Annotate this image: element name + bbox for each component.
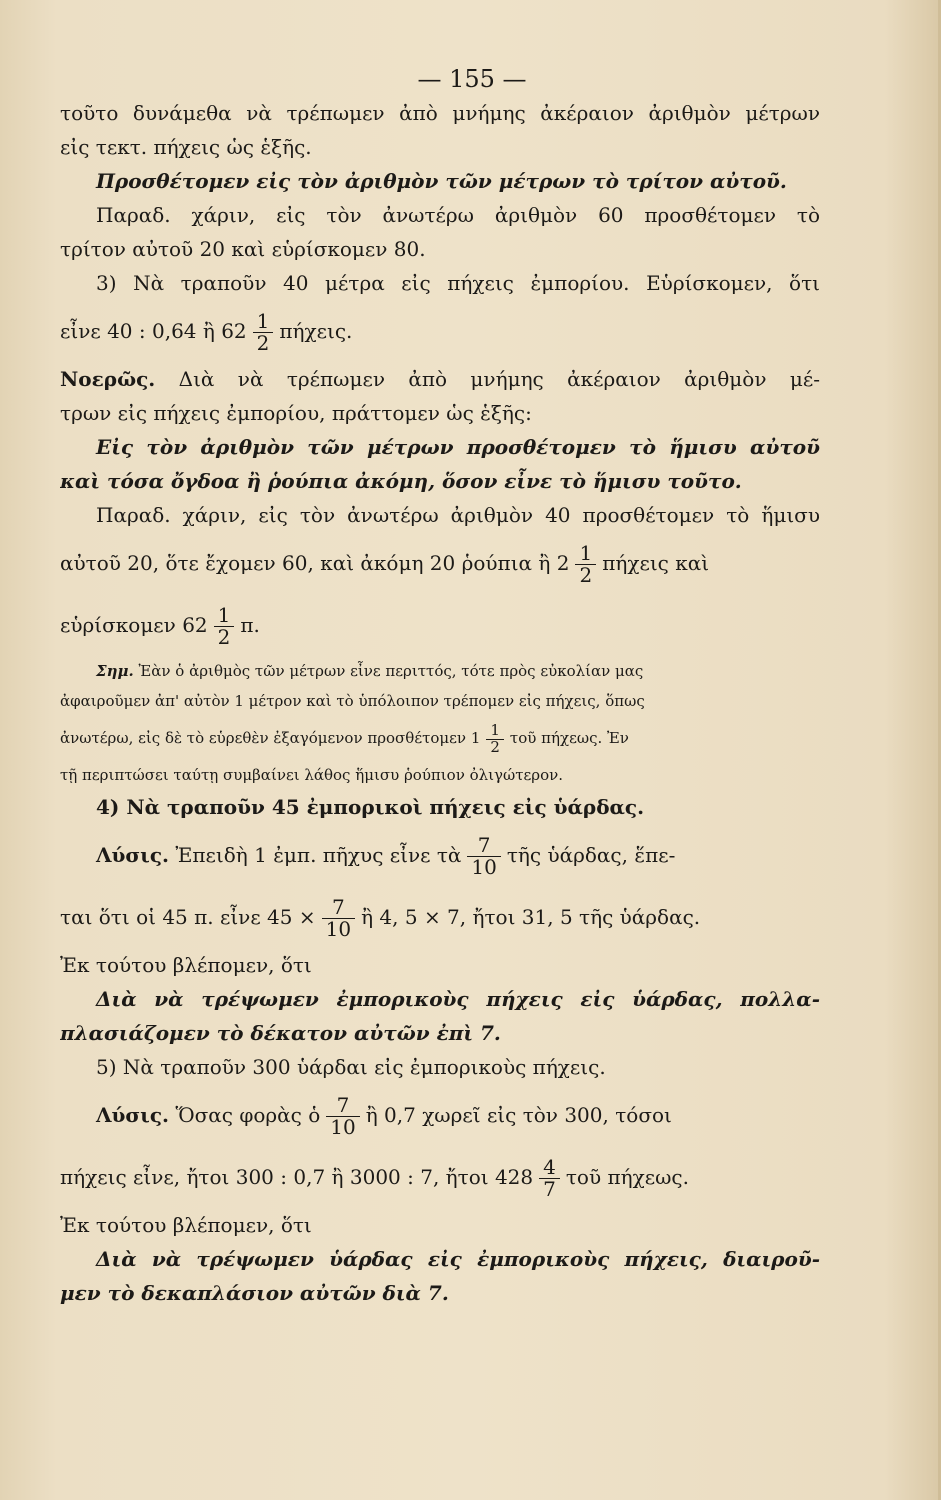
fraction-denominator: 2 <box>490 737 500 756</box>
text-span: πήχεις καὶ <box>602 551 710 575</box>
solution-line <box>60 1084 820 1146</box>
note-line: ἀφαιροῦμεν ἀπ' αὐτὸν 1 μέτρον καὶ τὸ ὑπόλοιπον τρέπομεν εἰς πήχεις, ὅπως <box>60 692 645 710</box>
fraction <box>486 720 504 756</box>
rule-line: πλασιάζομεν τὸ δέκατον αὐτῶν ἐπὶ 7. <box>60 1021 501 1045</box>
fraction <box>214 605 235 648</box>
fraction-numerator: 1 <box>575 543 596 565</box>
text-line <box>60 362 820 396</box>
text-line-fraction <box>60 886 820 948</box>
exercise-3: 3) Νὰ τραποῦν 40 μέτρα εἰς πήχεις ἐμπορίου. Εὑρίσκομεν, ὅτι <box>96 271 820 295</box>
fraction-denominator: 10 <box>330 1115 356 1139</box>
rule-line: Διὰ νὰ τρέψωμεν ὑάρδας εἰς ἐμπορικοὺς πήχεις, διαιροῦ- <box>96 1247 820 1271</box>
page-content <box>60 62 820 1310</box>
text-line: Ἐκ τούτου βλέπομεν, ὅτι <box>60 1213 312 1237</box>
fraction-numerator: 7 <box>326 1095 359 1117</box>
section-heading: Νοερῶς. <box>60 367 156 391</box>
text-line-fraction <box>60 300 820 362</box>
fraction <box>575 543 596 586</box>
fraction-denominator: 2 <box>579 563 593 587</box>
text-span: π. <box>240 613 260 637</box>
rule-line: Εἰς τὸν ἀριθμὸν τῶν μέτρων προσθέτομεν τὸ ἥμισυ αὐτοῦ <box>96 435 820 459</box>
text-span: ἢ 0,7 χωρεῖ εἰς τὸν 300, τόσοι <box>365 1103 672 1127</box>
text-span: τοῦ πήχεως. Ἐν <box>509 729 629 747</box>
text-span: τῆς ὑάρδας, ἕπε- <box>506 843 676 867</box>
text-span: Ἐὰν ὁ ἀριθμὸς τῶν μέτρων εἶνε περιττός, τότε πρὸς εὐκολίαν μας <box>138 662 644 680</box>
fraction-denominator: 2 <box>256 331 270 355</box>
text-span: τοῦ πήχεως. <box>565 1165 689 1189</box>
text-span: πήχεις εἶνε, ἤτοι 300 : 0,7 ἢ 3000 : 7, ἤτοι 428 <box>60 1165 534 1189</box>
text-line: Παραδ. χάριν, εἰς τὸν ἀνωτέρω ἀριθμὸν 60 προσθέτομεν τὸ <box>96 203 820 227</box>
text-line-fraction <box>60 1146 820 1208</box>
solution-heading: Λύσις. <box>96 1103 169 1127</box>
fraction <box>253 311 274 354</box>
rule-line: μεν τὸ δεκαπλάσιον αὐτῶν διὰ 7. <box>60 1281 449 1305</box>
text-span: πήχεις. <box>279 319 353 343</box>
fraction <box>326 1095 359 1138</box>
rule-line: Διὰ νὰ τρέψωμεν ἐμπορικοὺς πήχεις εἰς ὑάρδας, πολλα- <box>96 987 820 1011</box>
exercise-5: 5) Νὰ τραποῦν 300 ὑάρδαι εἰς ἐμπορικοὺς πήχεις. <box>96 1055 606 1079</box>
fraction-denominator: 10 <box>325 917 352 941</box>
note-line-fraction <box>60 716 820 760</box>
page-number: — 155 — <box>417 65 527 93</box>
text-span: ἢ 4, 5 × 7, ἤτοι 31, 5 τῆς ὑάρδας. <box>361 905 701 929</box>
exercise-4: 4) Νὰ τραποῦν 45 ἐμπορικοὶ πήχεις εἰς ὑάρδας. <box>96 795 645 819</box>
fraction-denominator: 10 <box>471 855 497 879</box>
text-span: Διὰ νὰ τρέπωμεν ἀπὸ μνήμης ἀκέραιον ἀριθμὸν μέ- <box>178 367 820 391</box>
text-line-fraction <box>60 532 820 594</box>
note-heading: Σημ. <box>96 662 134 680</box>
text-span: Ἐπειδὴ 1 ἐμπ. πῆχυς εἶνε τὰ <box>175 843 462 867</box>
fraction-numerator: 1 <box>253 311 274 333</box>
text-span: εἶνε 40 : 0,64 ἢ 62 <box>60 319 247 343</box>
text-line: τοῦτο δυνάμεθα νὰ τρέπωμεν ἀπὸ μνήμης ἀκέραιον ἀριθμὸν μέτρων <box>60 101 820 125</box>
fraction-numerator: 1 <box>486 723 504 740</box>
note-line <box>60 656 820 686</box>
text-span: ται ὅτι οἱ 45 π. εἶνε 45 × <box>60 905 316 929</box>
text-line: τρων εἰς πήχεις ἐμπορίου, πράττομεν ὡς ἑξῆς: <box>60 401 532 425</box>
text-span: ἀνωτέρω, εἰς δὲ τὸ εὑρεθὲν ἐξαγόμενον προσθέτομεν 1 <box>60 729 481 747</box>
fraction <box>322 897 355 940</box>
solution-heading: Λύσις. <box>96 843 169 867</box>
text-line: Παραδ. χάριν, εἰς τὸν ἀνωτέρω ἀριθμὸν 40 προσθέτομεν τὸ ἥμισυ <box>96 503 820 527</box>
fraction <box>539 1157 560 1200</box>
fraction-numerator: 7 <box>467 835 500 857</box>
rule-line: καὶ τόσα ὄγδοα ἢ ῥούπια ἀκόμη, ὅσον εἶνε τὸ ἥμισυ τοῦτο. <box>60 469 742 493</box>
text-line: τρίτον αὐτοῦ 20 καὶ εὑρίσκομεν 80. <box>60 237 426 261</box>
text-span: εὑρίσκομεν 62 <box>60 613 208 637</box>
fraction <box>467 835 500 878</box>
text-line: Ἐκ τούτου βλέπομεν, ὅτι <box>60 953 312 977</box>
fraction-numerator: 7 <box>322 897 355 919</box>
fraction-numerator: 4 <box>539 1157 560 1179</box>
note-line: τῇ περιπτώσει ταύτῃ συμβαίνει λάθος ἥμισυ ῥούπιον ὀλιγώτερον. <box>60 766 564 784</box>
text-span: αὐτοῦ 20, ὅτε ἔχομεν 60, καὶ ἀκόμη 20 ῥούπια ἢ 2 <box>60 551 570 575</box>
fraction-numerator: 1 <box>214 605 235 627</box>
text-span: Ὅσας φορὰς ὁ <box>175 1103 321 1127</box>
rule-line: Προσθέτομεν εἰς τὸν ἀριθμὸν τῶν μέτρων τὸ τρίτον αὐτοῦ. <box>96 169 787 193</box>
fraction-denominator: 7 <box>543 1177 556 1201</box>
fraction-denominator: 2 <box>217 625 231 649</box>
text-line-fraction <box>60 594 820 656</box>
solution-line <box>60 824 820 886</box>
text-line: εἰς τεκτ. πήχεις ὡς ἑξῆς. <box>60 135 312 159</box>
